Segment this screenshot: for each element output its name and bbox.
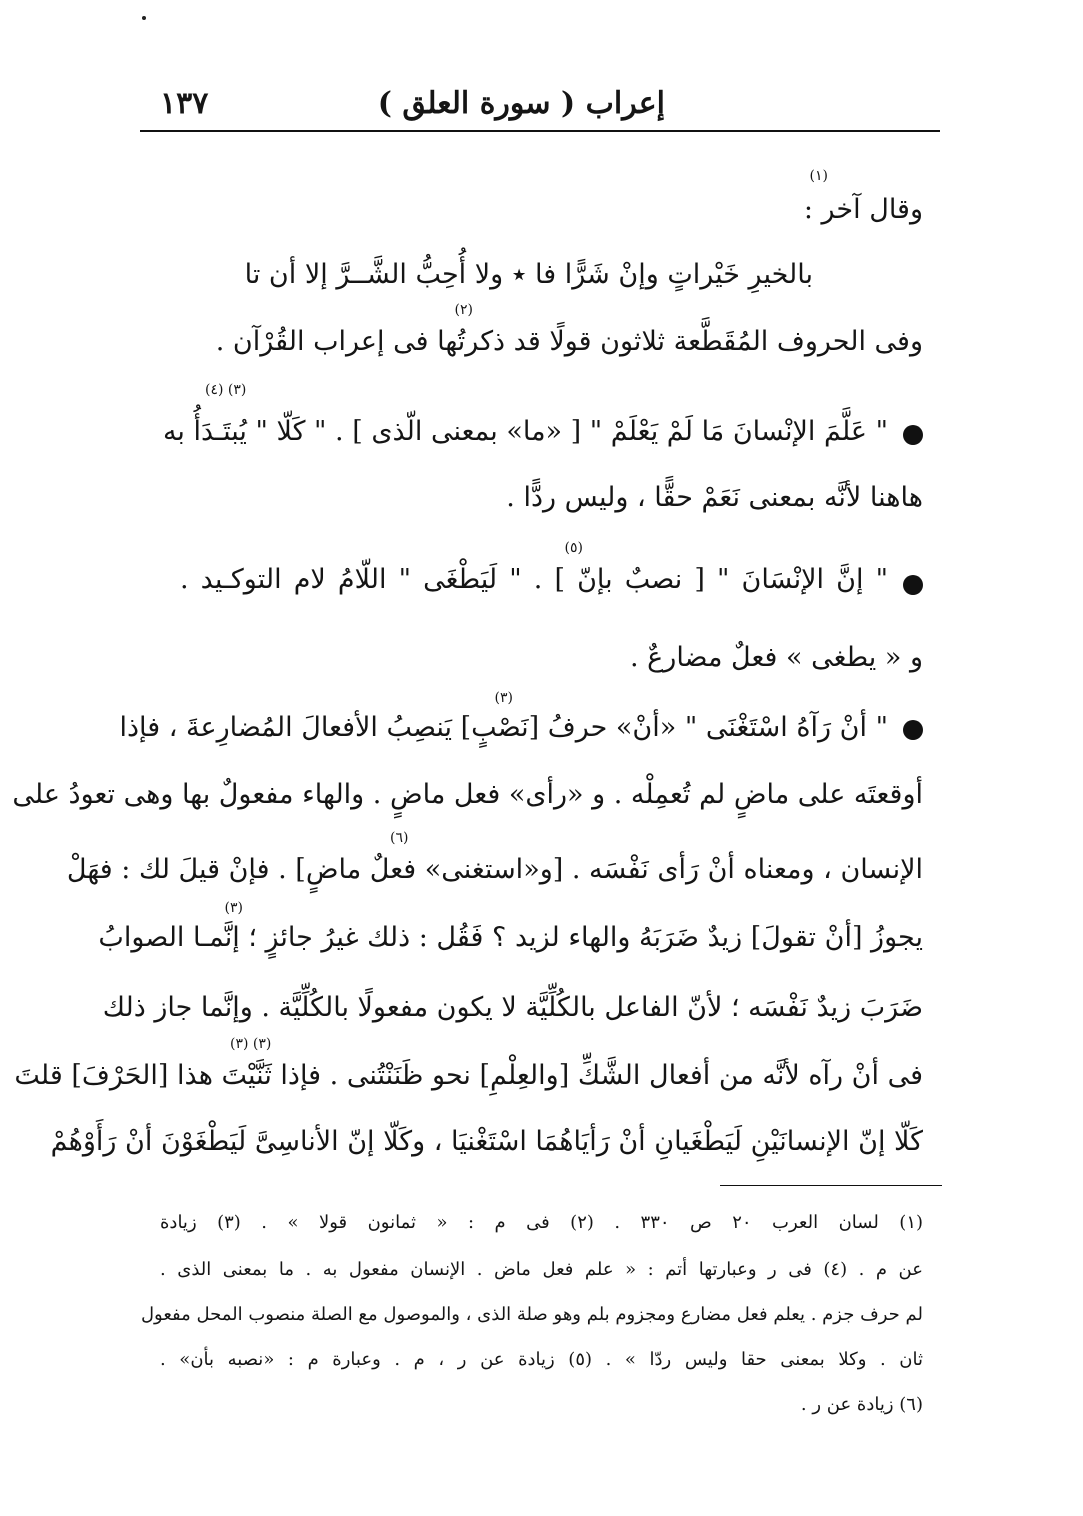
paragraph-bullet — [903, 720, 923, 740]
footnote-line-3: لم حرف جزم . يعلم فعل مضارع ومجزوم بلم وهو صلة الذى ، والموصول مع الصلة منصوب المحل مفعول — [140, 1304, 923, 1325]
text-line-6: " إنَّ الإنْسَانَ " [ نصبٌ بإنّ ] . " لَيَطْغَى " اللّامُ لام التوكـيد . — [180, 564, 888, 595]
page-number: ١٣٧ — [160, 86, 209, 121]
text-line-5: هاهنا لأنَّه بمعنى نَعَمْ حقًّا ، وليس ردًّا . — [506, 482, 923, 513]
intro-line: وقال آخر : — [803, 194, 923, 225]
header-rule — [140, 130, 940, 132]
text-line-9: أوقعتَه على ماضٍ لم تُعمِلْه . و «رأى» فعل ماضٍ . والهاء مفعولٌ بها وهى تعودُ على — [12, 779, 923, 810]
text-line-10: الإنسان ، ومعناه أنْ رَأى نَفْسَه . [و«استغنى» فعلٌ ماضٍ] . فإنْ قيلَ لك : فهَلْ — [66, 854, 923, 885]
running-title: إعراب ( سورة العلق ) — [377, 86, 665, 121]
footnote-ref-6: (٦) — [390, 830, 409, 846]
footnote-ref-2: (٢) — [454, 302, 473, 318]
stray-ink-dot — [142, 16, 146, 20]
text-line-8: " أنْ رَآهُ اسْتَغْنَى " «أنْ» حرفُ [نَصْبٍ] يَنصِبُ الأفعالَ المُضارِعةَ ، فإذا — [119, 712, 888, 743]
text-line-13: فى أنْ رآه لأنَّه من أفعال الشَّكِّ [والعِلْمِ] نحو ظَنَنْتُنى . فإذا ثَنَّيْتَ هذا [الحَرْفَ] قلتَ — [14, 1060, 923, 1091]
footnote-ref-3: (٣) — [224, 900, 243, 916]
paragraph-bullet — [903, 575, 923, 595]
paragraph-bullet — [903, 425, 923, 445]
text-line-4: " عَلَّمَ الإنْسانَ مَا لَمْ يَعْلَمْ " [ «ما» بمعنى الّذى ] . " كَلّا " يُبتَـدَأُ به — [162, 416, 888, 447]
running-header — [140, 78, 940, 128]
footnote-rule — [720, 1185, 942, 1186]
footnote-ref-1: (١) — [809, 168, 828, 184]
footnote-refs-3-3: (٣) (٣) — [230, 1036, 272, 1052]
footnote-line-4: ثان . وكلا بمعنى حقا وليس ردّا » . (٥) زيادة عن ر ، م . وعبارة م : «نصبه بأن» . — [160, 1349, 923, 1370]
text-line-12: ضَرَبَ زيدٌ نَفْسَه ؛ لأنّ الفاعل بالكُلِّيَّة لا يكون مفعولًا بالكُلِّيَّة . وإنَّما جاز ذلك — [102, 992, 923, 1023]
text-line-11: يجوزُ [أنْ تقولَ] زيدٌ ضَرَبَهُ والهاء لزيد ؟ فَقُل : ذلك غيرُ جائزٍ ؛ إنَّمـا الصوابُ — [98, 922, 923, 953]
text-line-3: وفى الحروف المُقَطَّعة ثلاثون قولًا قد ذكرتُها فى إعراب القُرْآن . — [215, 326, 923, 357]
text-line-14: كَلّا إنّ الإنسانَيْنِ لَيَطْغَيانِ أنْ رَأيَاهُمَا اسْتَغْنيَا ، وكَلّا إنّ الأناسِىَّ لَيَطْغَوْنَ أنْ رَأَوْهُمْ — [50, 1126, 923, 1157]
poetry-verse: بالخيرِ خَيْراتٍ وإنْ شَرًّا فا ٭ ولا أُحِبُّ الشَّــرَّ إلا أن تا — [244, 259, 813, 290]
footnote-line-1: (١) لسان العرب ٢٠ ص ٣٣٠ . (٢) فى م : « ثمانون قولا » . (٣) زيادة — [160, 1212, 924, 1233]
footnote-line-5: (٦) زيادة عن ر . — [800, 1394, 923, 1415]
footnote-ref-3: (٣) — [494, 690, 513, 706]
footnote-line-2: عن م . (٤) فى ر وعبارتها أتم : « علم فعل ماض . الإنسان مفعول به . ما بمعنى الذى . — [160, 1259, 923, 1280]
footnote-refs-3-4: (٣) (٤) — [205, 382, 247, 398]
text-line-7: و « يطغى » فعلٌ مضارعٌ . — [630, 642, 923, 673]
footnote-ref-5: (٥) — [564, 540, 583, 556]
